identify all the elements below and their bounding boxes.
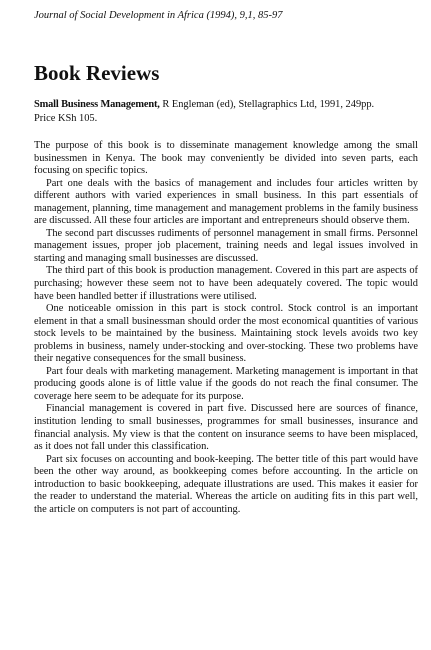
paragraph-part-three: The third part of this book is production management. Covered in this part are aspects of purchasing; however these seem not to have been adequately covered. The topic would have been handled better if illustrations were utilised. xyxy=(34,265,418,302)
review-body xyxy=(34,140,418,516)
paragraph-part-two: The second part discusses rudiments of personnel management in small firms. Personnel management issues, proper job placement, training needs and legal issues involved in starting and managing small businesses are discussed. xyxy=(34,227,418,264)
paragraph-stock-control: One noticeable omission in this part is stock control. Stock control is an important element in that a small businessman should order the most economical quantities of various stock levels to be maintained by the business. Maintaining stock levels avoids two key problems in business, namely under-stocking and over-stocking. These two problems have their negative consequences for the small business. xyxy=(34,303,418,365)
book-price: Price KSh 105. xyxy=(34,113,98,124)
book-citation xyxy=(34,98,418,126)
paragraph-part-one: Part one deals with the basics of management and includes four articles written by different authors with varied experiences in small business. In this part essentials of management, planning, time management and management problems in the family business are discussed. All these four articles are important and entrepreneurs should observe them. xyxy=(34,177,418,227)
paragraph-intro: The purpose of this book is to disseminate management knowledge among the small businessmen in Kenya. The book may conveniently be divided into seven parts, each focusing on specific topics. xyxy=(34,140,418,177)
paragraph-part-four: Part four deals with marketing management. Marketing management is important in that producing goods alone is of little value if the goods do not reach the final consumer. The coverage here seem to be adequate for its purpose. xyxy=(34,365,418,402)
paragraph-part-six: Part six focuses on accounting and book-keeping. The better title of this part would have been the other way around, as bookkeeping comes before accounting. In the article on introduction to basic bookkeeping, adequate illustrations are used. This makes it easier for the reader to understand the material. Whereas the article on auditing fits in this part well, the article on computers is not part of accounting. xyxy=(34,453,418,515)
paragraph-part-five: Financial management is covered in part five. Discussed here are sources of finance, institution lending to small businesses, programmes for small businesses, insurance and financial analysis. My view is that the content on insurance seems to have been misplaced, as it does not fall under this classification. xyxy=(34,403,418,453)
section-title: Book Reviews xyxy=(34,61,160,85)
book-details: R Engleman (ed), Stellagraphics Ltd, 1991, 249pp. xyxy=(159,99,375,110)
journal-header: Journal of Social Development in Africa (1994), 9,1, 85-97 xyxy=(34,10,283,21)
book-title: Small Business Management, xyxy=(34,99,160,110)
